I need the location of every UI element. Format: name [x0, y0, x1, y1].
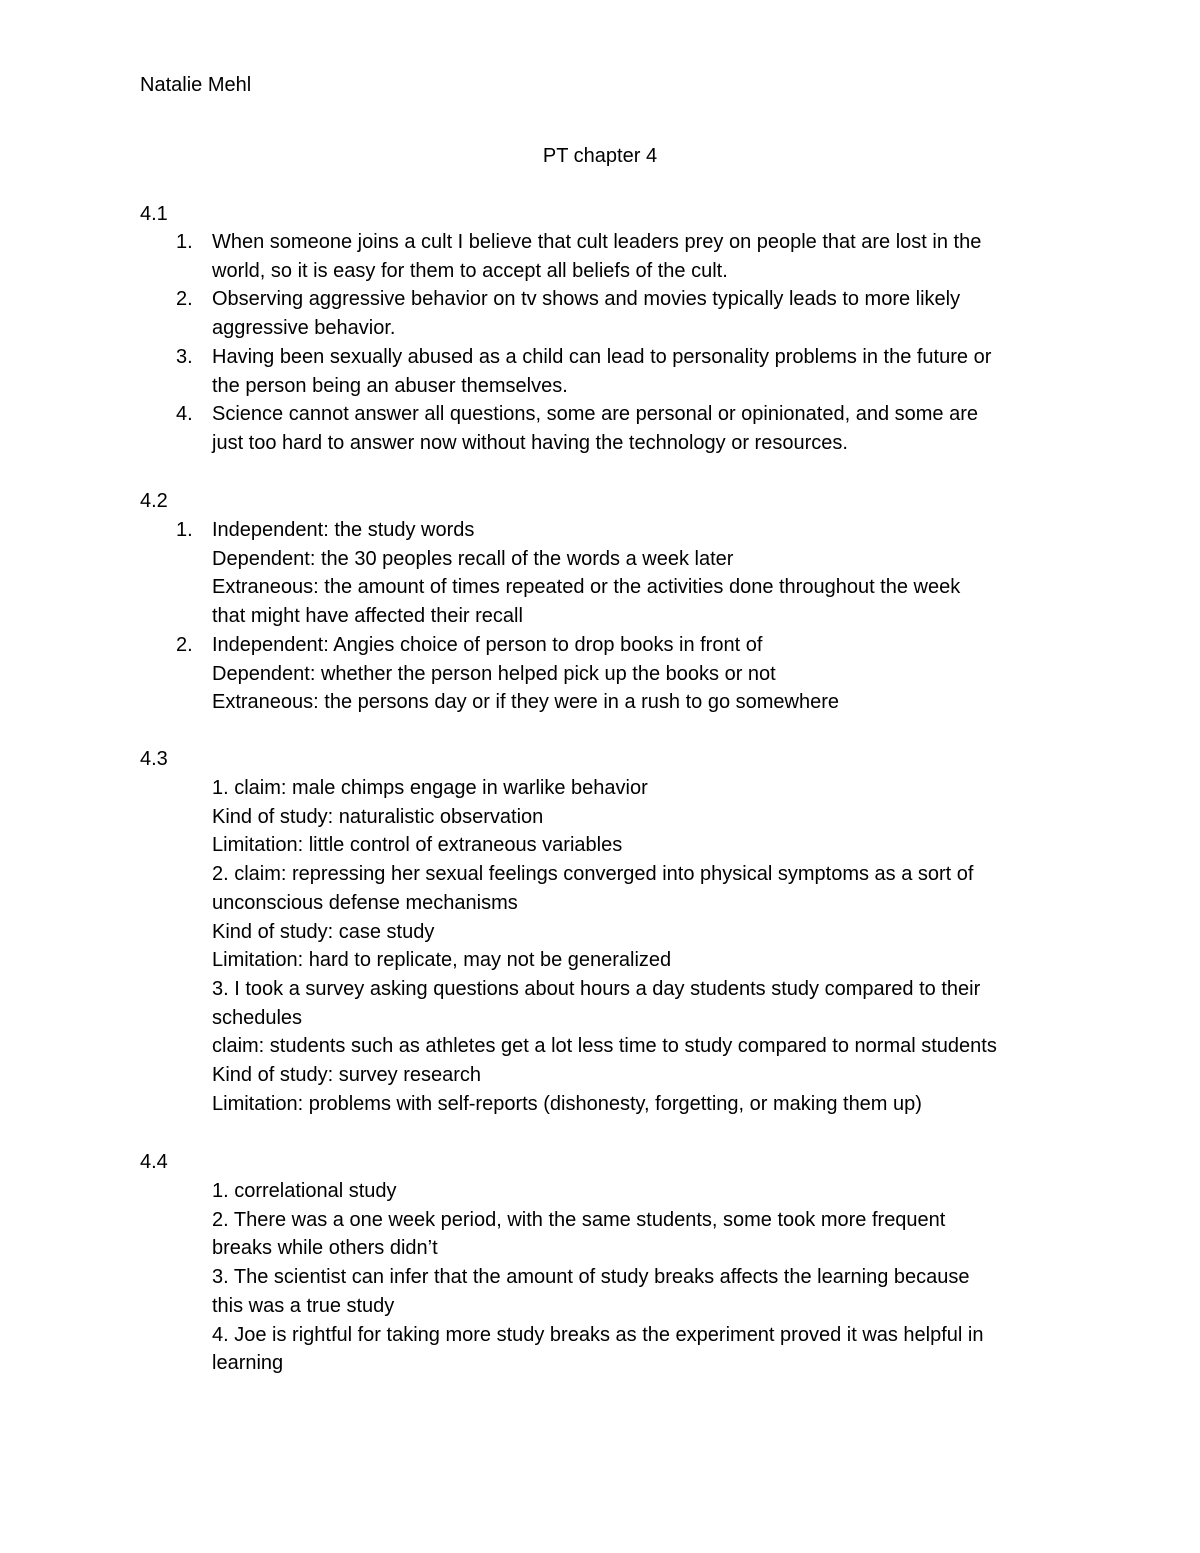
list-item-line: Dependent: the 30 peoples recall of the words a week later: [212, 547, 734, 570]
list-item-line: Extraneous: the amount of times repeated or the activities done throughout the week: [212, 576, 961, 599]
section-4-1-list: [176, 228, 1072, 458]
list-item-line: Dependent: whether the person helped pick up the books or not: [212, 662, 776, 685]
list-item-number: 3.: [176, 345, 193, 368]
list-item-line: Observing aggressive behavior on tv shows and movies typically leads to more likely: [212, 288, 961, 311]
list-item-line: just too hard to answer now without having the technology or resources.: [212, 431, 848, 454]
text-line: 1. correlational study: [212, 1180, 397, 1202]
section-heading-4-2: 4.2: [140, 490, 168, 512]
section-4-2-list: [176, 516, 1072, 717]
text-line: 4. Joe is rightful for taking more study breaks as the experiment proved it was helpful in: [212, 1323, 984, 1346]
section-4-4-body: [212, 1177, 1092, 1378]
section-heading-4-1: 4.1: [140, 203, 168, 225]
list-item-number: 1.: [176, 231, 193, 253]
section-4-3-body: [212, 774, 1092, 1118]
text-line: claim: students such as athletes get a lot less time to study compared to normal students: [212, 1035, 997, 1058]
text-line: 2. There was a one week period, with the same students, some took more frequent: [212, 1208, 946, 1231]
text-line: Kind of study: survey research: [212, 1064, 482, 1087]
text-line: 2. claim: repressing her sexual feelings converged into physical symptoms as a sort of: [212, 863, 974, 886]
text-line: Limitation: hard to replicate, may not be generalized: [212, 949, 672, 972]
list-item-line: Extraneous: the persons day or if they were in a rush to go somewhere: [212, 691, 840, 714]
list-item: [176, 228, 1072, 285]
author-name: Natalie Mehl: [140, 74, 252, 96]
document-title: PT chapter 4: [542, 145, 658, 167]
list-item: [176, 343, 1072, 400]
list-item-number: 4.: [176, 403, 193, 426]
text-line: unconscious defense mechanisms: [212, 891, 518, 914]
text-line: Kind of study: case study: [212, 920, 435, 943]
text-line: 3. I took a survey asking questions about hours a day students study compared to their: [212, 977, 981, 1000]
list-item-line: Science cannot answer all questions, some are personal or opinionated, and some are: [212, 403, 979, 426]
text-line: breaks while others didn’t: [212, 1237, 438, 1260]
text-line: this was a true study: [212, 1294, 395, 1317]
list-item-line: that might have affected their recall: [212, 605, 523, 628]
text-line: 3. The scientist can infer that the amount of study breaks affects the learning because: [212, 1266, 970, 1289]
list-item-line: Independent: the study words: [212, 519, 475, 541]
list-item-number: 2.: [176, 288, 193, 311]
list-item-line: the person being an abuser themselves.: [212, 374, 568, 397]
text-line: 1. claim: male chimps engage in warlike behavior: [212, 777, 648, 799]
list-item: [176, 400, 1072, 457]
list-item-line: world, so it is easy for them to accept all beliefs of the cult.: [212, 259, 728, 282]
list-item-number: 1.: [176, 519, 193, 541]
list-item-line: Independent: Angies choice of person to drop books in front of: [212, 633, 763, 656]
text-line: Limitation: problems with self-reports (dishonesty, forgetting, or making them up): [212, 1092, 922, 1115]
text-line: schedules: [212, 1006, 303, 1029]
list-item: [176, 285, 1072, 342]
list-item-line: Having been sexually abused as a child can lead to personality problems in the future or: [212, 345, 992, 368]
list-item-line: When someone joins a cult I believe that cult leaders prey on people that are lost in the: [212, 231, 982, 253]
section-heading-4-4: 4.4: [140, 1151, 168, 1173]
list-item-number: 2.: [176, 633, 193, 656]
text-line: learning: [212, 1352, 284, 1375]
list-item: [176, 631, 1072, 717]
list-item: [176, 516, 1072, 631]
list-item-line: aggressive behavior.: [212, 317, 396, 340]
text-line: Limitation: little control of extraneous variables: [212, 834, 623, 857]
text-line: Kind of study: naturalistic observation: [212, 805, 544, 828]
section-heading-4-3: 4.3: [140, 748, 168, 770]
